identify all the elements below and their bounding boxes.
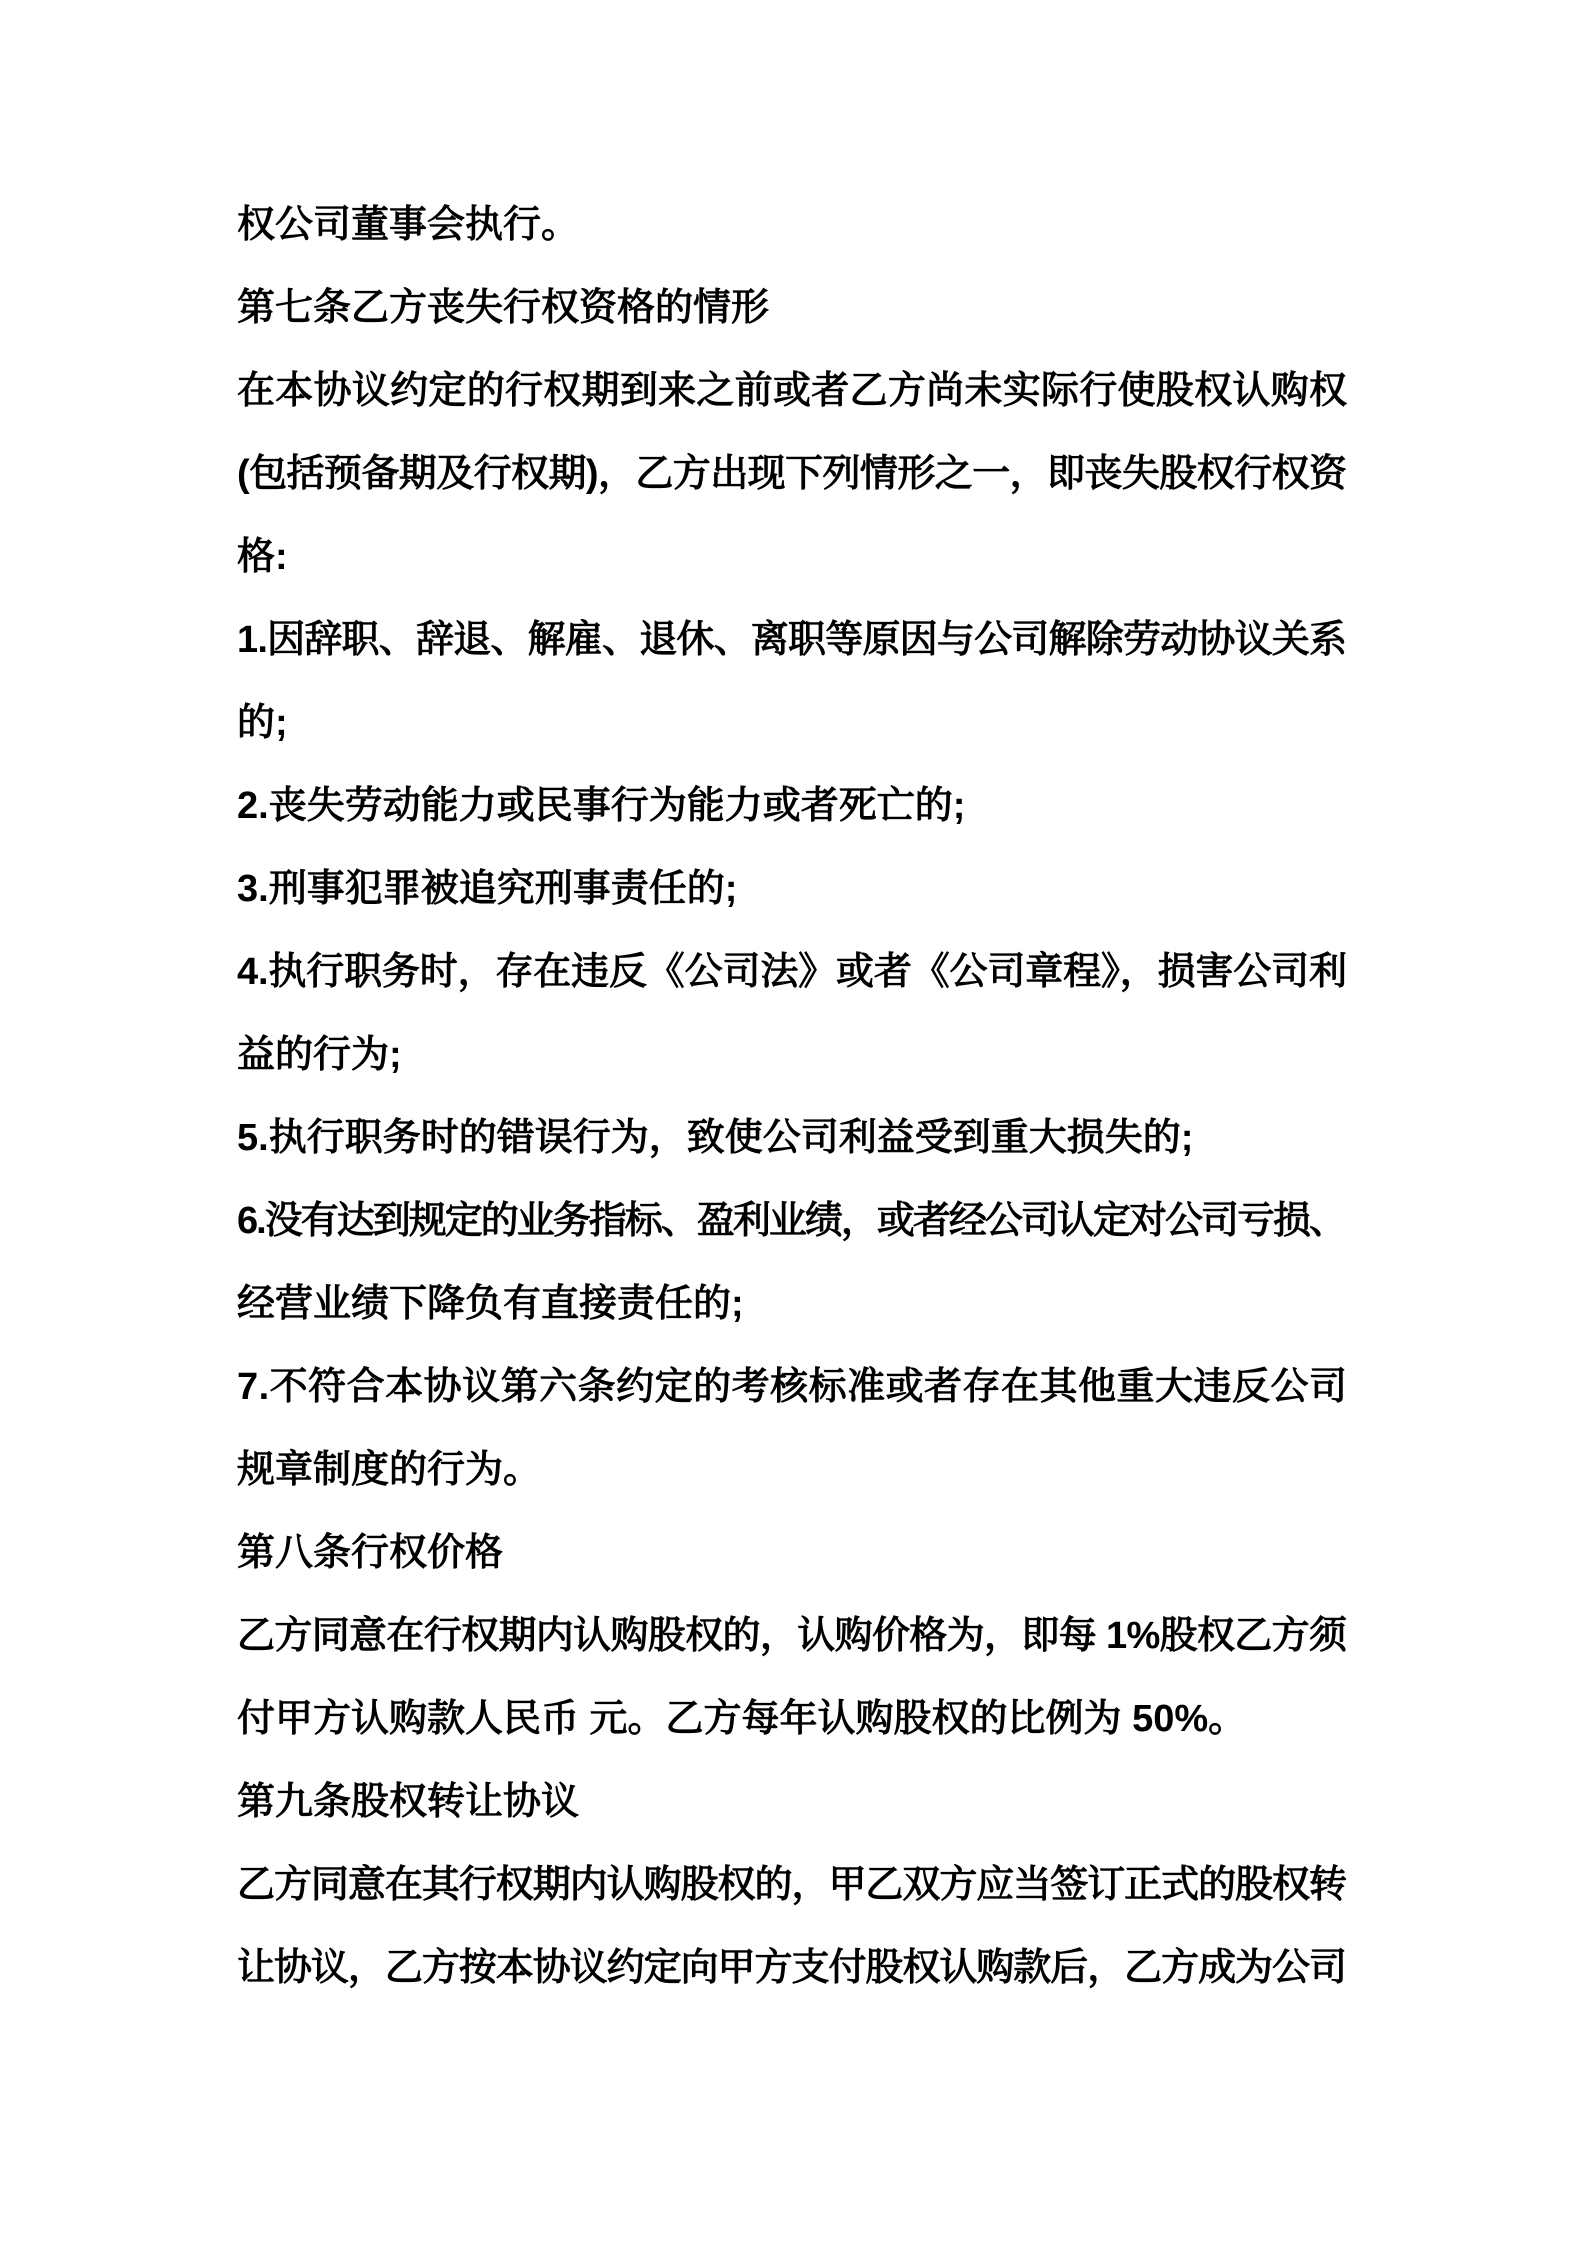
text-line-21 [237, 1844, 1347, 1927]
text-line-14 [237, 1263, 1347, 1346]
text-line-content: 第八条行权价格 [237, 1532, 504, 1574]
text-line-3 [237, 350, 1347, 433]
text-line-content: 规章制度的行为。 [237, 1449, 542, 1491]
text-line-18 [237, 1595, 1347, 1678]
text-line-9 [237, 848, 1347, 931]
text-line-15 [237, 1346, 1347, 1429]
text-line-1 [237, 184, 1347, 267]
text-line-5 [237, 516, 1347, 599]
text-line-content: 让协议，乙方按本协议约定向甲方支付股权认购款后，乙方成为公司 [237, 1947, 1346, 1989]
text-line-content: 付甲方认购款人民币 元。乙方每年认购股权的比例为 50%。 [237, 1698, 1247, 1740]
text-line-content: 7.不符合本协议第六条约定的考核标准或者存在其他重大违反公司 [237, 1366, 1348, 1408]
text-line-10 [237, 931, 1347, 1014]
text-line-content: 格: [237, 536, 288, 578]
text-line-8 [237, 765, 1347, 848]
text-line-content: 的; [237, 702, 288, 744]
text-line-7 [237, 682, 1347, 765]
text-line-22 [237, 1927, 1347, 2010]
contract-text-block [237, 184, 1347, 2010]
text-line-4 [237, 433, 1347, 516]
text-line-content: 益的行为; [237, 1034, 402, 1076]
text-line-2 [237, 267, 1347, 350]
text-line-content: 第七条乙方丧失行权资格的情形 [237, 287, 770, 329]
text-line-content: 5.执行职务时的错误行为，致使公司利益受到重大损失的; [237, 1117, 1194, 1159]
text-line-12 [237, 1097, 1347, 1180]
text-line-content: 乙方同意在其行权期内认购股权的，甲乙双方应当签订正式的股权转 [237, 1864, 1346, 1906]
text-line-content: (包括预备期及行权期)，乙方出现下列情形之一，即丧失股权行权资 [237, 453, 1347, 495]
text-line-11 [237, 1014, 1347, 1097]
text-line-content: 1.因辞职、辞退、解雇、退休、离职等原因与公司解除劳动协议关系 [237, 619, 1347, 661]
text-line-13 [237, 1180, 1347, 1263]
text-line-16 [237, 1429, 1347, 1512]
text-line-6 [237, 599, 1347, 682]
text-line-content: 权公司董事会执行。 [237, 204, 580, 246]
text-line-content: 2.丧失劳动能力或民事行为能力或者死亡的; [237, 785, 966, 827]
text-line-17 [237, 1512, 1347, 1595]
text-line-content: 4.执行职务时，存在违反《公司法》或者《公司章程》，损害公司利 [237, 951, 1347, 993]
text-line-19 [237, 1678, 1347, 1761]
text-line-content: 3.刑事犯罪被追究刑事责任的; [237, 868, 738, 910]
text-line-content: 第九条股权转让协议 [237, 1781, 580, 1823]
text-line-content: 6.没有达到规定的业务指标、盈利业绩，或者经公司认定对公司亏损、 [237, 1200, 1346, 1242]
text-line-content: 在本协议约定的行权期到来之前或者乙方尚未实际行使股权认购权 [237, 370, 1348, 412]
text-line-content: 经营业绩下降负有直接责任的; [237, 1283, 744, 1325]
text-line-20 [237, 1761, 1347, 1844]
text-line-content: 乙方同意在行权期内认购股权的，认购价格为，即每 1%股权乙方须 [237, 1615, 1347, 1657]
